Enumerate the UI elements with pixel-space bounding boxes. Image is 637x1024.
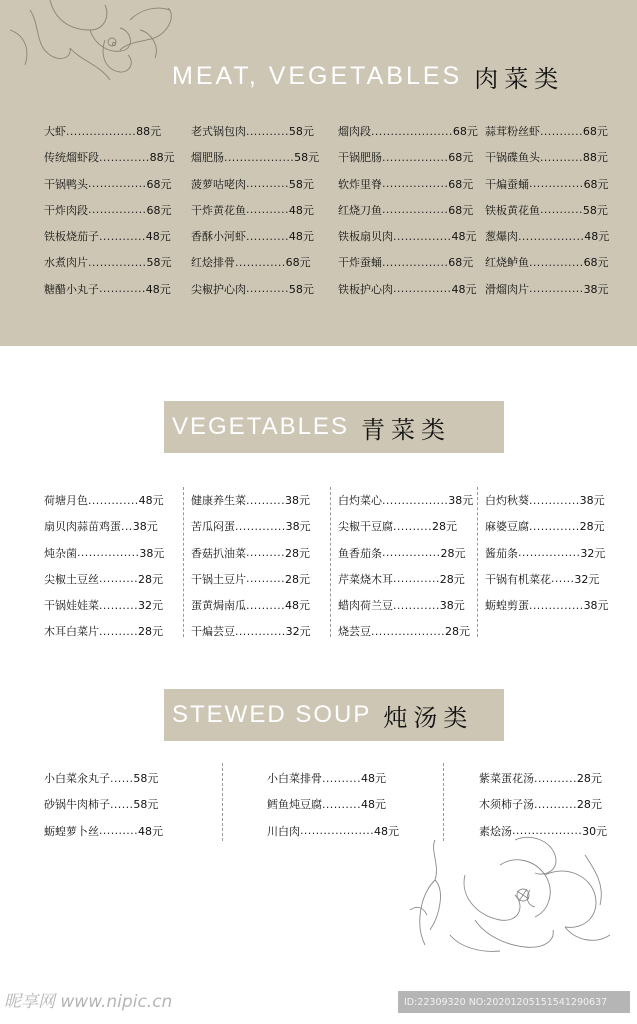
menu-item bbox=[44, 540, 191, 566]
menu-item-dots: .............. bbox=[529, 598, 584, 612]
menu-item-price: 28元 bbox=[137, 625, 163, 639]
menu-item bbox=[267, 765, 479, 791]
menu-item-dots: ............. bbox=[235, 255, 286, 269]
menu-item-name: 烧芸豆 bbox=[338, 625, 371, 639]
menu-item bbox=[485, 197, 632, 223]
menu-item-dots: .......... bbox=[246, 598, 285, 612]
menu-item-dots: ................. bbox=[518, 229, 585, 243]
menu-item-price: 28元 bbox=[445, 625, 471, 639]
menu-item-dots: .......... bbox=[99, 598, 138, 612]
menu-item bbox=[191, 592, 338, 618]
menu-item bbox=[479, 791, 629, 817]
menu-item-name: 鱼香茄条 bbox=[338, 546, 382, 560]
menu-item-name: 炖杂菌 bbox=[44, 546, 77, 560]
menu-item-dots: .............. bbox=[529, 177, 584, 191]
menu-item-dots: ................. bbox=[382, 255, 449, 269]
menu-item-dots: .......... bbox=[322, 797, 361, 811]
menu-item bbox=[44, 618, 191, 644]
menu-item-name: 干锅有机菜花 bbox=[485, 572, 551, 586]
menu-item-price: 38元 bbox=[139, 546, 165, 560]
menu-item-dots: ... bbox=[121, 519, 133, 533]
soup-menu-grid bbox=[44, 765, 629, 844]
menu-item-dots: ................. bbox=[382, 493, 449, 507]
menu-item-dots: .......... bbox=[99, 824, 138, 838]
menu-item-dots: ............... bbox=[88, 177, 147, 191]
menu-item-name: 老式锅包肉 bbox=[191, 125, 246, 138]
menu-item-price: 88元 bbox=[136, 125, 162, 138]
menu-item-name: 干锅土豆片 bbox=[191, 572, 246, 586]
divider bbox=[443, 763, 444, 841]
menu-item bbox=[338, 249, 485, 275]
menu-item-name: 鳕鱼炖豆腐 bbox=[267, 798, 322, 812]
divider bbox=[222, 763, 223, 841]
menu-item-price: 28元 bbox=[439, 572, 465, 586]
menu-item bbox=[485, 171, 632, 197]
menu-item-dots: ........... bbox=[246, 177, 289, 191]
menu-item-dots: ........... bbox=[246, 229, 289, 243]
soup-heading bbox=[164, 689, 504, 741]
menu-item-dots: ............. bbox=[235, 519, 286, 533]
menu-item-name: 小白菜氽丸子 bbox=[44, 772, 110, 785]
menu-item-price: 58元 bbox=[288, 282, 314, 296]
menu-item-price: 38元 bbox=[579, 494, 605, 507]
menu-item-dots: ...... bbox=[551, 572, 575, 586]
menu-item-dots: .......... bbox=[322, 771, 361, 785]
menu-item-name: 白灼菜心 bbox=[338, 494, 382, 507]
menu-item-dots: ............... bbox=[382, 546, 441, 560]
menu-item bbox=[338, 592, 485, 618]
menu-item-price: 68元 bbox=[448, 177, 474, 191]
menu-item-name: 干炸肉段 bbox=[44, 203, 88, 217]
menu-item-price: 88元 bbox=[149, 151, 175, 165]
menu-item-name: 红烩排骨 bbox=[191, 256, 235, 270]
menu-item-name: 川白肉 bbox=[267, 824, 300, 838]
menu-item bbox=[485, 249, 632, 275]
menu-item-dots: ........... bbox=[534, 797, 577, 811]
menu-item bbox=[338, 197, 485, 223]
menu-item-price: 58元 bbox=[288, 125, 314, 138]
menu-item bbox=[44, 223, 191, 249]
menu-item-price: 68元 bbox=[146, 203, 172, 217]
menu-item-price: 68元 bbox=[452, 125, 478, 138]
menu-item-price: 58元 bbox=[288, 177, 314, 191]
menu-item-dots: ...... bbox=[110, 797, 134, 811]
menu-item-price: 48元 bbox=[360, 798, 386, 812]
menu-item-dots: ..................... bbox=[371, 124, 453, 138]
menu-item bbox=[338, 171, 485, 197]
menu-item-dots: ............. bbox=[529, 493, 580, 507]
menu-item-dots: ............ bbox=[393, 572, 440, 586]
menu-item-name: 小白菜排骨 bbox=[267, 772, 322, 785]
menu-item-price: 28元 bbox=[137, 572, 163, 586]
menu-item-name: 蛎蝗剪蛋 bbox=[485, 599, 529, 613]
menu-item-price: 88元 bbox=[582, 151, 608, 165]
menu-item-dots: ........... bbox=[540, 150, 583, 164]
menu-item-price: 68元 bbox=[448, 203, 474, 217]
menu-item-price: 48元 bbox=[451, 282, 477, 296]
menu-item-dots: ............. bbox=[88, 493, 139, 507]
menu-item-dots: ........... bbox=[246, 203, 289, 217]
flower-line-drawing-bottom bbox=[405, 835, 620, 955]
menu-item-price: 38元 bbox=[285, 520, 311, 534]
menu-item-name: 干炸黄花鱼 bbox=[191, 203, 246, 217]
menu-item-name: 传统熘虾段 bbox=[44, 151, 99, 165]
menu-item-price: 68元 bbox=[583, 177, 609, 191]
menu-item-name: 软炸里脊 bbox=[338, 177, 382, 191]
menu-item bbox=[191, 566, 338, 592]
menu-item-dots: ................. bbox=[382, 203, 449, 217]
menu-item-price: 58元 bbox=[133, 772, 159, 785]
menu-item bbox=[44, 592, 191, 618]
menu-item bbox=[191, 197, 338, 223]
menu-item-dots: ................ bbox=[77, 546, 140, 560]
menu-item-name: 尖椒干豆腐 bbox=[338, 520, 393, 534]
menu-item-name: 红烧刀鱼 bbox=[338, 203, 382, 217]
soup-heading-en: STEWED SOUP bbox=[172, 701, 372, 728]
watermark-logo-text: 昵享网 www.nipic.cn bbox=[4, 992, 173, 1012]
menu-item bbox=[191, 487, 338, 513]
menu-item bbox=[44, 276, 191, 302]
menu-item-name: 糖醋小丸子 bbox=[44, 282, 99, 296]
menu-item bbox=[338, 513, 485, 539]
menu-item-name: 蛋黄焗南瓜 bbox=[191, 599, 246, 613]
menu-item bbox=[44, 513, 191, 539]
menu-item bbox=[485, 540, 632, 566]
menu-item-name: 尖椒护心肉 bbox=[191, 282, 246, 296]
menu-item-name: 铁板烧茄子 bbox=[44, 230, 99, 244]
flower-line-drawing-top bbox=[10, 0, 190, 90]
menu-item-dots: ............ bbox=[99, 229, 146, 243]
menu-item-name: 尖椒土豆丝 bbox=[44, 572, 99, 586]
menu-item-dots: ........... bbox=[246, 282, 289, 296]
menu-item-dots: ................. bbox=[382, 177, 449, 191]
menu-item bbox=[44, 249, 191, 275]
menu-item-dots: .................. bbox=[224, 150, 295, 164]
menu-item-name: 砂锅牛肉柿子 bbox=[44, 798, 110, 812]
menu-item-price: 48元 bbox=[288, 230, 314, 244]
menu-item-price: 68元 bbox=[583, 256, 609, 270]
menu-item bbox=[338, 118, 485, 144]
menu-item bbox=[44, 791, 267, 817]
meat-heading-cn: 肉菜类 bbox=[474, 64, 565, 93]
menu-item-dots: ............... bbox=[88, 203, 147, 217]
menu-item-price: 48元 bbox=[145, 230, 171, 244]
menu-item-price: 48元 bbox=[451, 230, 477, 244]
menu-item-name: 荷塘月色 bbox=[44, 494, 88, 507]
menu-item-price: 58元 bbox=[294, 151, 320, 165]
menu-item-price: 28元 bbox=[440, 546, 466, 560]
menu-item-price: 32元 bbox=[285, 625, 311, 639]
meat-heading-en: MEAT, VEGETABLES bbox=[172, 61, 463, 90]
menu-item-name: 干锅肥肠 bbox=[338, 151, 382, 165]
menu-item bbox=[191, 276, 338, 302]
menu-item-price: 48元 bbox=[138, 494, 164, 507]
menu-item bbox=[485, 592, 632, 618]
menu-item-name: 大虾 bbox=[44, 125, 66, 138]
menu-item-dots: .......... bbox=[246, 546, 285, 560]
menu-item-price: 32元 bbox=[574, 572, 600, 586]
menu-item bbox=[191, 144, 338, 170]
menu-item bbox=[338, 566, 485, 592]
menu-item-dots: .......... bbox=[393, 519, 432, 533]
menu-item-dots: ................... bbox=[371, 624, 446, 638]
menu-item bbox=[44, 171, 191, 197]
menu-item bbox=[191, 249, 338, 275]
menu-item bbox=[191, 223, 338, 249]
menu-item-dots: ...... bbox=[110, 771, 134, 785]
menu-item-name: 水煮肉片 bbox=[44, 256, 88, 270]
menu-item bbox=[485, 223, 632, 249]
divider bbox=[183, 487, 184, 637]
menu-item bbox=[485, 566, 632, 592]
divider bbox=[330, 487, 331, 637]
menu-item-price: 28元 bbox=[284, 572, 310, 586]
menu-item-price: 48元 bbox=[584, 230, 610, 244]
menu-item bbox=[191, 618, 338, 644]
menu-item-name: 红烧鲈鱼 bbox=[485, 256, 529, 270]
menu-item-price: 48元 bbox=[374, 824, 400, 838]
menu-item bbox=[485, 487, 632, 513]
vegetables-heading bbox=[164, 401, 504, 453]
menu-item-dots: ........... bbox=[540, 203, 583, 217]
menu-item-price: 28元 bbox=[576, 772, 602, 785]
menu-item bbox=[191, 118, 338, 144]
menu-item-dots: .......... bbox=[99, 624, 138, 638]
menu-item-dots: .................. bbox=[512, 824, 583, 838]
menu-item-price: 32元 bbox=[580, 546, 606, 560]
menu-item-name: 健康养生菜 bbox=[191, 494, 246, 507]
menu-item-price: 48元 bbox=[284, 599, 310, 613]
menu-item bbox=[485, 144, 632, 170]
menu-item-name: 木耳白菜片 bbox=[44, 625, 99, 639]
menu-item-name: 干锅鸭头 bbox=[44, 177, 88, 191]
divider bbox=[477, 487, 478, 637]
menu-item bbox=[485, 276, 632, 302]
menu-item-price: 28元 bbox=[576, 798, 602, 812]
menu-item bbox=[338, 618, 485, 644]
menu-item bbox=[338, 144, 485, 170]
menu-item-price: 68元 bbox=[146, 177, 172, 191]
menu-item bbox=[44, 487, 191, 513]
menu-item-dots: .......... bbox=[246, 572, 285, 586]
menu-item-price: 58元 bbox=[582, 203, 608, 217]
menu-item-name: 菠萝咕咾肉 bbox=[191, 177, 246, 191]
menu-item-name: 干炸蚕蛹 bbox=[338, 256, 382, 270]
menu-item-name: 蛎蝗萝卜丝 bbox=[44, 824, 99, 838]
menu-item-name: 麻婆豆腐 bbox=[485, 520, 529, 534]
menu-item-dots: ............. bbox=[529, 519, 580, 533]
vegetables-menu-grid bbox=[44, 487, 632, 645]
menu-item-name: 木须柿子汤 bbox=[479, 798, 534, 812]
menu-item bbox=[191, 171, 338, 197]
menu-item bbox=[44, 818, 267, 844]
menu-item bbox=[44, 144, 191, 170]
menu-item-dots: ........... bbox=[534, 771, 577, 785]
menu-item-price: 48元 bbox=[145, 282, 171, 296]
menu-item-price: 30元 bbox=[582, 824, 608, 838]
menu-item-dots: ............. bbox=[99, 150, 150, 164]
vegetables-heading-cn: 青菜类 bbox=[360, 415, 451, 444]
menu-item-dots: .......... bbox=[246, 493, 285, 507]
menu-item-dots: ................ bbox=[518, 546, 581, 560]
menu-item-name: 扇贝肉蒜苗鸡蛋 bbox=[44, 520, 121, 534]
menu-item-dots: .............. bbox=[529, 255, 584, 269]
soup-heading-cn: 炖汤类 bbox=[383, 703, 474, 732]
menu-item-price: 68元 bbox=[448, 151, 474, 165]
meat-menu-grid bbox=[44, 118, 632, 302]
menu-item-price: 38元 bbox=[439, 599, 465, 613]
menu-item-dots: ............... bbox=[88, 255, 147, 269]
menu-item-price: 48元 bbox=[360, 772, 386, 785]
menu-item-name: 干锅碟鱼头 bbox=[485, 151, 540, 165]
menu-item-dots: ............... bbox=[393, 282, 452, 296]
menu-item-name: 蜡肉荷兰豆 bbox=[338, 599, 393, 613]
menu-item bbox=[267, 791, 479, 817]
menu-item-name: 白灼秋葵 bbox=[485, 494, 529, 507]
menu-item-name: 干锅娃娃菜 bbox=[44, 599, 99, 613]
menu-item bbox=[44, 197, 191, 223]
menu-item-dots: ............... bbox=[393, 229, 452, 243]
menu-item-price: 32元 bbox=[137, 599, 163, 613]
menu-item-price: 58元 bbox=[146, 256, 172, 270]
menu-item-price: 28元 bbox=[284, 546, 310, 560]
menu-item bbox=[338, 223, 485, 249]
menu-item bbox=[338, 487, 485, 513]
menu-item-name: 葱爆肉 bbox=[485, 230, 518, 244]
menu-item-name: 苦瓜闷蛋 bbox=[191, 520, 235, 534]
menu-item-price: 48元 bbox=[137, 824, 163, 838]
menu-item-name: 酱茄条 bbox=[485, 546, 518, 560]
menu-item-price: 68元 bbox=[285, 256, 311, 270]
menu-item-name: 干煸芸豆 bbox=[191, 625, 235, 639]
menu-item-price: 68元 bbox=[582, 125, 608, 138]
menu-item bbox=[191, 513, 338, 539]
menu-item-dots: ................... bbox=[300, 824, 375, 838]
menu-item-dots: .............. bbox=[529, 282, 584, 296]
watermark-id-text: ID:22309320 NO:20201205151541290637 bbox=[398, 991, 630, 1013]
menu-item-dots: ............ bbox=[99, 282, 146, 296]
menu-item-price: 38元 bbox=[583, 282, 609, 296]
menu-item bbox=[44, 765, 267, 791]
menu-item bbox=[485, 513, 632, 539]
menu-item-name: 熘肥肠 bbox=[191, 151, 224, 165]
menu-item-price: 38元 bbox=[132, 520, 158, 534]
menu-item-name: 香菇扒油菜 bbox=[191, 546, 246, 560]
menu-item-price: 28元 bbox=[579, 520, 605, 534]
menu-item-name: 素烩汤 bbox=[479, 824, 512, 838]
menu-item-name: 铁板黄花鱼 bbox=[485, 203, 540, 217]
menu-item bbox=[44, 566, 191, 592]
menu-item bbox=[338, 540, 485, 566]
menu-item-name: 铁板扇贝肉 bbox=[338, 230, 393, 244]
vegetables-heading-en: VEGETABLES bbox=[172, 413, 349, 440]
menu-item-dots: ........... bbox=[540, 124, 583, 138]
menu-item bbox=[485, 118, 632, 144]
menu-item-dots: ........... bbox=[246, 124, 289, 138]
menu-item-price: 38元 bbox=[284, 494, 310, 507]
menu-item-name: 滑熘肉片 bbox=[485, 282, 529, 296]
menu-item-name: 香酥小河虾 bbox=[191, 230, 246, 244]
menu-item bbox=[44, 118, 191, 144]
menu-item-name: 干煸蚕蛹 bbox=[485, 177, 529, 191]
menu-item-price: 38元 bbox=[448, 494, 474, 507]
menu-item-price: 38元 bbox=[583, 599, 609, 613]
menu-item-price: 58元 bbox=[133, 798, 159, 812]
menu-item-price: 28元 bbox=[431, 520, 457, 534]
menu-item bbox=[191, 540, 338, 566]
menu-item-name: 铁板护心肉 bbox=[338, 282, 393, 296]
menu-item-dots: .......... bbox=[99, 572, 138, 586]
menu-item bbox=[479, 765, 629, 791]
menu-item-dots: ................. bbox=[382, 150, 449, 164]
menu-item-name: 蒜茸粉丝虾 bbox=[485, 125, 540, 138]
menu-item-dots: .................. bbox=[66, 124, 137, 138]
menu-item bbox=[338, 276, 485, 302]
menu-item-dots: ............ bbox=[393, 598, 440, 612]
menu-item-price: 48元 bbox=[288, 203, 314, 217]
menu-item-name: 熘肉段 bbox=[338, 125, 371, 138]
meat-heading bbox=[172, 58, 564, 94]
menu-item-name: 紫菜蛋花汤 bbox=[479, 772, 534, 785]
menu-item-price: 68元 bbox=[448, 256, 474, 270]
menu-item-dots: ............. bbox=[235, 624, 286, 638]
menu-item-name: 芹菜烧木耳 bbox=[338, 572, 393, 586]
